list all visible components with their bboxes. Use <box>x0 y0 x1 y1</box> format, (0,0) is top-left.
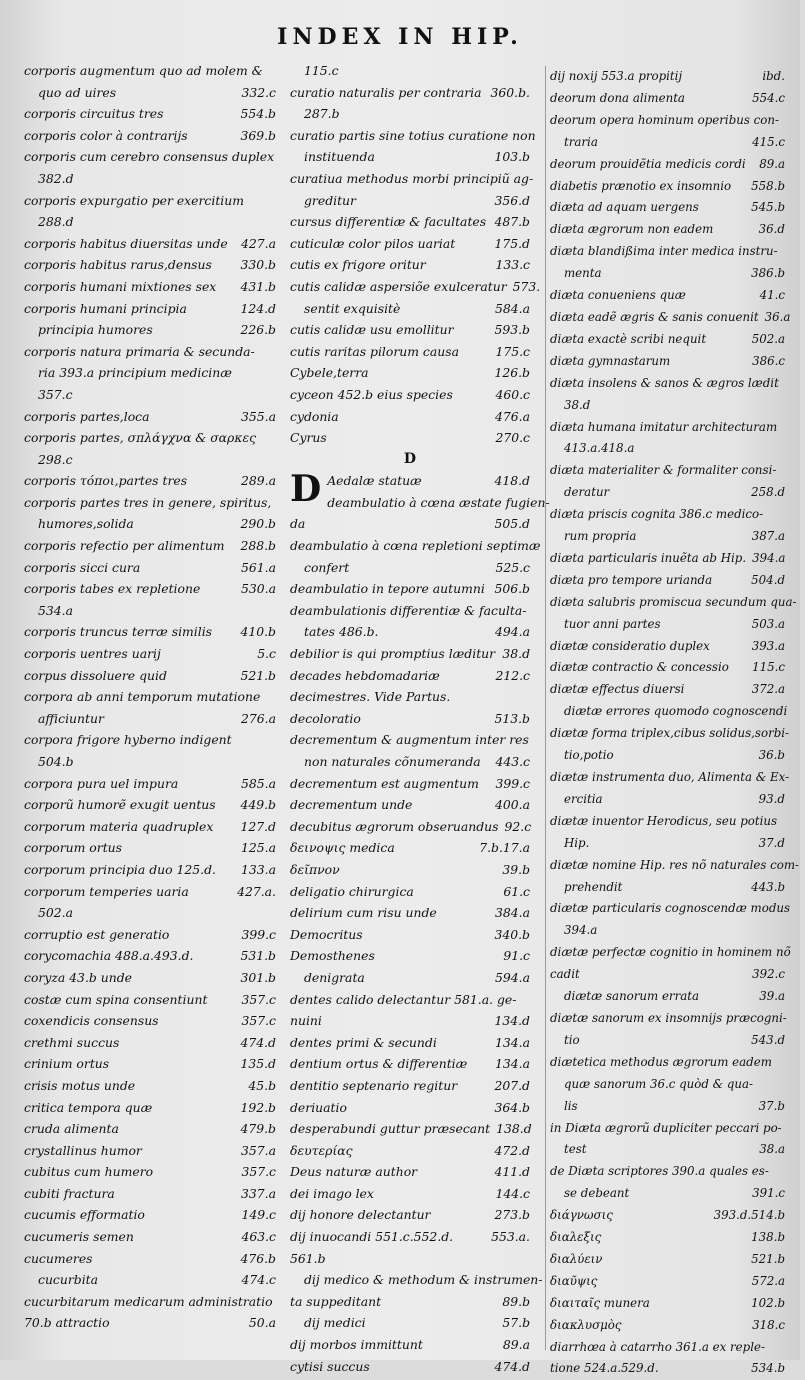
index-entry: dei imago lex 144.c <box>290 1185 530 1201</box>
index-entry: dij honore delectantur 273.b <box>290 1207 530 1223</box>
index-entry: corporis habitus diuersitas unde 427.a <box>24 235 276 251</box>
index-entry: Democritus 340.b <box>290 926 530 942</box>
index-entry: cucumeres 476.b <box>24 1250 276 1266</box>
index-entry: lis 37.b <box>564 1098 785 1113</box>
index-entry: greditur 356.d <box>304 192 530 208</box>
index-entry: corporũ humorẽ exugit uentus 449.b <box>24 797 276 813</box>
index-entry: cutis calidæ aspersiõe exulceratur 573. <box>290 278 541 294</box>
index-entry: crinium ortus 135.d <box>24 1056 276 1072</box>
index-entry: cucumis efformatio 149.c <box>24 1207 276 1223</box>
index-entry: principia humores 226.b <box>38 322 276 338</box>
index-entry: cutis calidæ usu emollitur 593.b <box>290 322 530 338</box>
index-entry: Deus naturæ author 411.d <box>290 1164 530 1180</box>
index-entry: diætæ contractio & concessio 115.c <box>550 660 785 675</box>
index-entry: cursus differentiæ & facultates 487.b <box>290 214 530 230</box>
index-entry: corporis color à contrarijs 369.b <box>24 127 276 143</box>
index-entry: 70.b attractio 50.a <box>24 1315 276 1331</box>
index-entry: ta suppeditant 89.b <box>290 1293 530 1309</box>
index-entry: dij medici 57.b <box>304 1315 530 1331</box>
index-entry: humores,solida 290.b <box>38 516 276 532</box>
index-entry: corpus dissoluere quid 521.b <box>24 667 276 683</box>
index-entry: confert 525.c <box>304 559 530 575</box>
index-entry: δευτερίας 472.d <box>290 1142 530 1158</box>
index-entry: diæta particularis inuẽta ab Hip. 394.a <box>550 550 786 565</box>
index-entry: diætæ forma triplex,cibus solidus,sorbi- <box>550 726 790 741</box>
index-entry: se debeant 391.c <box>564 1186 785 1201</box>
index-entry: cucumeris semen 463.c <box>24 1229 276 1245</box>
index-entry: decrementum & augmentum inter res <box>290 732 529 748</box>
index-entry: diæta priscis cognita 386.c medico- <box>550 507 764 522</box>
index-entry: cadit 392.c <box>550 967 785 982</box>
index-entry: dentes calido delectantur 581.a. ge- <box>290 991 517 1007</box>
index-entry: decrementum est augmentum 399.c <box>290 775 530 791</box>
index-entry: menta 386.b <box>564 266 785 281</box>
index-entry: diætæ particularis cognoscendæ modus <box>550 901 791 916</box>
index-entry: diætæ effectus diuersi 372.a <box>550 682 785 697</box>
index-entry: diætetica methodus ægrorum eadem <box>550 1054 772 1069</box>
index-entry: curatiua methodus morbi principiũ ag- <box>290 170 534 186</box>
index-entry: denigrata 594.a <box>304 969 530 985</box>
index-entry: decoloratio 513.b <box>290 710 530 726</box>
index-entry: test 38.a <box>564 1142 785 1157</box>
index-entry: quæ sanorum 36.c quòd & qua- <box>564 1076 754 1091</box>
index-entry: corporis partes, σπλάγχνα & σαρκες <box>24 430 257 446</box>
index-entry: in Diæta ægrorũ dupliciter peccari po- <box>550 1120 782 1135</box>
running-head: INDEX IN HIP. <box>277 24 523 50</box>
index-entry: corporis cum cerebro consensus duplex <box>24 149 275 165</box>
index-entry: delirium cum risu unde 384.a <box>290 905 530 921</box>
index-entry: cuticulæ color pilos uariat 175.d <box>290 235 530 251</box>
index-entry: corpora frigore hyberno indigent <box>24 732 232 748</box>
index-entry: corporis natura primaria & secunda- <box>24 343 255 359</box>
index-entry: dij medico & methodum & instrumen- <box>304 1272 543 1288</box>
index-entry: διάγνωσις 393.d.514.b <box>550 1208 785 1223</box>
index-entry: corporis uentres uarij 5.c <box>24 646 276 662</box>
index-entry: decades hebdomadariæ 212.c <box>290 667 530 683</box>
index-entry: coxendicis consensus 357.c <box>24 1013 276 1029</box>
index-entry: tates 486.b. 494.a <box>304 624 530 640</box>
index-entry: διαιταῖς munera 102.b <box>550 1295 785 1310</box>
index-entry: corporum ortus 125.a <box>24 840 276 856</box>
index-entry: decrementum unde 400.a <box>290 797 530 813</box>
index-entry: corporis partes,loca 355.a <box>24 408 276 424</box>
index-entry: tio,potio 36.b <box>564 748 785 763</box>
index-entry: dentium ortus & differentiæ 134.a <box>290 1056 530 1072</box>
index-column-3 <box>545 66 800 1376</box>
index-entry: corporis truncus terræ similis 410.b <box>24 624 276 640</box>
index-entry: cytisi succus 474.d <box>290 1358 530 1374</box>
index-entry: dentitio septenario regitur 207.d <box>290 1077 530 1093</box>
index-entry: crystallinus humor 357.a <box>24 1142 276 1158</box>
index-entry: coryza 43.b unde 301.b <box>24 969 276 985</box>
index-entry: 561.b <box>290 1250 326 1266</box>
index-entry: de Diæta scriptores 390.a quales es- <box>550 1164 769 1179</box>
index-entry: cydonia 476.a <box>290 408 530 424</box>
index-entry: afficiuntur 276.a <box>38 710 276 726</box>
index-entry: 38.d <box>564 397 591 412</box>
index-entry: cucurbita 474.c <box>38 1272 276 1288</box>
index-entry: ercitia 93.d <box>564 791 785 806</box>
index-entry: diæta gymnastarum 386.c <box>550 353 785 368</box>
index-entry: tione 524.a.529.d. 534.b <box>550 1361 785 1376</box>
index-entry: traria 415.c <box>564 134 785 149</box>
index-entry: διαλεξις 138.b <box>550 1230 785 1245</box>
index-entry: corporis τόποι,partes tres 289.a <box>24 473 276 489</box>
index-entry: diæta ægrorum non eadem 36.d <box>550 222 785 237</box>
index-entry: ria 393.a principium medicinæ <box>38 365 232 381</box>
index-entry: διακλυσμὸς 318.c <box>550 1317 785 1332</box>
index-entry: deorum prouidẽtia medicis cordi 89.a <box>550 156 785 171</box>
index-entry: deambulatio in tepore autumni 506.b <box>290 581 530 597</box>
index-entry: cutis ex frigore oritur 133.c <box>290 257 530 273</box>
index-entry: corporum materia quadruplex 127.d <box>24 818 276 834</box>
index-entry: corporis expurgatio per exercitium <box>24 192 244 208</box>
index-entry: corporis sicci cura 561.a <box>24 559 276 575</box>
index-entry: 298.c <box>38 451 73 467</box>
index-entry: diæta salubris promiscua secundum qua- <box>550 594 797 609</box>
index-entry: dij noxij 553.a propitij ibd. <box>550 69 785 83</box>
index-entry: dij inuocandi 551.c.552.d. 553.a. <box>290 1229 530 1245</box>
index-entry: corporis tabes ex repletione 530.a <box>24 581 276 597</box>
index-entry: diabetis prænotio ex insomnio 558.b <box>550 178 785 193</box>
index-entry: critica tempora quæ 192.b <box>24 1099 276 1115</box>
index-entry: corpora ab anni temporum mutatione <box>24 689 261 705</box>
index-entry: debilior is qui promptius læditur 38.d <box>290 646 530 662</box>
index-entry: corporis refectio per alimentum 288.b <box>24 538 276 554</box>
index-entry: deorum dona alimenta 554.c <box>550 90 785 105</box>
index-entry: 115.c <box>304 63 339 78</box>
index-column-2 <box>290 60 550 1374</box>
index-entry: corporis habitus rarus,densus 330.b <box>24 257 276 273</box>
index-entry: diætæ sanorum errata 39.a <box>564 989 785 1004</box>
index-entry: δεῖπνον 39.b <box>290 861 530 877</box>
index-entry: deligatio chirurgica 61.c <box>290 883 530 899</box>
index-entry: diætæ sanorum ex insomnijs præcogni- <box>550 1010 787 1025</box>
index-column-1 <box>24 60 276 1350</box>
index-entry: decimestres. Vide Partus. <box>290 689 451 705</box>
index-entry: corporis circuitus tres 554.b <box>24 106 276 122</box>
index-entry: da 505.d <box>290 516 530 532</box>
index-entry: quo ad uires 332.c <box>38 84 276 100</box>
index-entry: diæta ad aquam uergens 545.b <box>550 200 785 215</box>
index-entry: deratur 258.d <box>564 485 785 500</box>
index-entry: Hip. 37.d <box>564 835 785 850</box>
index-entry: corporis augmentum quo ad molem & <box>24 63 263 78</box>
index-entry: dij morbos immittunt 89.a <box>290 1337 530 1353</box>
index-entry: diætæ errores quomodo cognoscendi <box>564 704 788 719</box>
index-entry: sentit exquisitè 584.a <box>304 300 530 316</box>
index-entry: non naturales cõnumeranda 443.c <box>304 754 530 769</box>
index-entry: diætæ nomine Hip. res nõ naturales com- <box>550 857 800 872</box>
index-entry: diæta exactè scribi nequit 502.a <box>550 331 785 346</box>
index-entry: corporis humani mixtiones sex 431.b <box>24 278 276 294</box>
index-entry: 382.d <box>38 170 74 186</box>
index-entry: deambulatio à cœna repletioni septimæ <box>290 538 541 554</box>
index-entry: costæ cum spina consentiunt 357.c <box>24 991 276 1007</box>
index-entry: deambulationis differentiæ & faculta- <box>290 602 527 618</box>
index-entry: diæta pro tempore urianda 504.d <box>550 572 785 587</box>
index-entry: desperabundi guttur præsecant 138.d <box>290 1121 532 1137</box>
index-entry: diætæ instrumenta duo, Alimenta & Ex- <box>550 770 790 784</box>
index-entry: δεινοψις medica 7.b.17.a <box>290 840 530 856</box>
index-entry: diætæ consideratio duplex 393.a <box>550 638 785 653</box>
index-entry: tuor anni partes 503.a <box>564 616 785 631</box>
index-entry: deorum opera hominum operibus con- <box>550 112 779 127</box>
index-entry: corpora pura uel impura 585.a <box>24 775 276 791</box>
index-entry: diæta conueniens quæ 41.c <box>550 288 785 303</box>
index-entry: rum propria 387.a <box>564 529 785 544</box>
index-entry: 394.a <box>564 923 598 938</box>
index-entry: cubitus cum humero 357.c <box>24 1164 276 1180</box>
index-entry: corporis partes tres in genere, spiritus, <box>24 494 272 510</box>
index-entry: curatio partis sine totius curatione non <box>290 127 536 143</box>
index-entry: corporum principia duo 125.d. 133.a <box>24 861 276 877</box>
index-entry: 357.c <box>38 386 73 402</box>
index-entry: prehendit 443.b <box>564 879 785 894</box>
index-entry: cucurbitarum medicarum administratio <box>24 1293 273 1309</box>
drop-cap: D <box>290 468 322 511</box>
index-entry: diæta blandißima inter medica instru- <box>550 244 778 259</box>
index-entry: corporis humani principia 124.d <box>24 300 276 316</box>
index-entry: diæta materialiter & formaliter consi- <box>550 463 777 478</box>
index-entry: D Aedalæ statuæ 418.d deambulatio à cœna æstate fugien- <box>290 468 550 511</box>
index-entry: Cyrus 270.c <box>290 430 530 446</box>
index-entry: diæta eadẽ ægris & sanis conuenit 36.a <box>550 309 791 324</box>
index-entry: 287.b <box>304 106 340 122</box>
index-entry: διαλύειν 521.b <box>550 1251 785 1266</box>
index-entry: diæta insolens & sanos & ægros lædit <box>550 375 779 390</box>
index-entry: diæta humana imitatur architecturam <box>550 419 778 434</box>
index-entry: cruda alimenta 479.b <box>24 1121 276 1137</box>
index-entry: Demosthenes 91.c <box>290 948 530 964</box>
index-entry: diarrhœa à catarrho 361.a ex reple- <box>550 1339 765 1354</box>
index-entry: 413.a.418.a <box>564 441 635 456</box>
index-entry: cutis raritas pilorum causa 175.c <box>290 343 530 359</box>
index-entry: 534.a <box>38 602 73 618</box>
index-entry: crethmi succus 474.d <box>24 1034 276 1050</box>
index-entry: deriuatio 364.b <box>290 1099 530 1115</box>
index-entry: διαῦψις 572.a <box>550 1273 785 1288</box>
index-entry: tio 543.d <box>564 1032 785 1047</box>
page-header <box>0 24 800 50</box>
index-entry: crisis motus unde 45.b <box>24 1077 276 1093</box>
index-entry: 502.a <box>38 905 73 921</box>
index-entry: decubitus ægrorum obseruandus 92.c <box>290 818 532 834</box>
index-entry: cubiti fractura 337.a <box>24 1185 276 1201</box>
index-entry: 288.d <box>38 214 74 230</box>
index-entry: curatio naturalis per contraria 360.b. <box>290 84 530 100</box>
index-entry: corruptio est generatio 399.c <box>24 926 276 942</box>
index-entry: 504.b <box>38 754 74 769</box>
index-entry: dentes primi & secundi 134.a <box>290 1034 530 1050</box>
index-entry: corycomachia 488.a.493.d. 531.b <box>24 948 276 964</box>
index-entry: diætæ perfectæ cognitio in hominem nõ <box>550 945 791 960</box>
index-entry: corporum temperies uaria 427.a. <box>24 883 276 899</box>
section-letter: D <box>403 450 417 467</box>
index-entry: diætæ inuentor Herodicus, seu potius <box>550 813 778 828</box>
index-entry: nuini 134.d <box>290 1013 530 1029</box>
index-entry: instituenda 103.b <box>304 149 530 165</box>
index-entry: Cybele,terra 126.b <box>290 365 530 381</box>
index-entry: cyceon 452.b eius species 460.c <box>290 386 530 402</box>
